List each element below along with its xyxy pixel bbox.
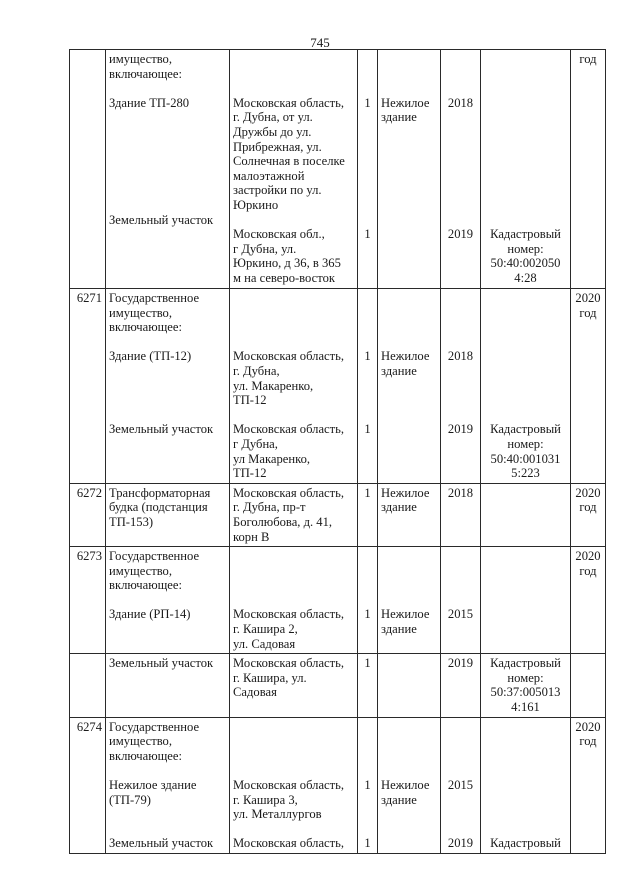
purpose-cell: Нежилое здание (378, 483, 441, 546)
quantity-cell: 1 (358, 483, 378, 546)
property-name-cell: Трансформаторная будка (подстанция ТП-153) (106, 483, 230, 546)
property-name-cell: Государственное имущество, включающее: Здание (РП-14) (106, 547, 230, 654)
quantity-cell: 1 (358, 654, 378, 717)
address-cell: Московская область, г. Кашира 3, ул. Металлургов Московская область, (230, 717, 358, 853)
table-row (70, 50, 606, 289)
table-row (70, 654, 606, 717)
purpose-cell: Нежилое здание (378, 50, 441, 289)
record-number-cell (70, 50, 106, 289)
page-number: 745 (310, 35, 330, 50)
table-row (70, 483, 606, 546)
address-cell: Московская область, г. Дубна, пр-т Боголюбова, д. 41, корн В (230, 483, 358, 546)
cadastral-number-cell (481, 547, 571, 654)
purpose-cell: Нежилое здание (378, 289, 441, 484)
address-cell: Московская область, г. Дубна, от ул. Дружбы до ул. Прибрежная, ул. Солнечная в поселке малоэтажной застройки по ул. Юркино Московская обл., г Дубна, ул. Юркино, д 36, в 365 м на северо-восток (230, 50, 358, 289)
registration-year-cell: 2020 год (571, 717, 606, 853)
cadastral-number-cell: Кадастровый номер: 50:40:001031 5:223 (481, 289, 571, 484)
record-number-cell: 6271 (70, 289, 106, 484)
address-cell: Московская область, г. Кашира 2, ул. Садовая (230, 547, 358, 654)
purpose-cell (378, 654, 441, 717)
cadastral-number-cell: Кадастровый (481, 717, 571, 853)
registry-body (70, 50, 606, 854)
property-name-cell: имущество, включающее: Здание ТП-280 Земельный участок (106, 50, 230, 289)
registration-year-cell: 2020 год (571, 483, 606, 546)
cadastral-number-cell: Кадастровый номер: 50:37:005013 4:161 (481, 654, 571, 717)
year-cell: 2018 2019 (441, 289, 481, 484)
address-cell: Московская область, г. Кашира, ул. Садовая (230, 654, 358, 717)
year-cell: 2018 2019 (441, 50, 481, 289)
table-row (70, 547, 606, 654)
year-cell: 2015 2019 (441, 717, 481, 853)
property-registry-table (69, 49, 606, 854)
purpose-cell: Нежилое здание (378, 717, 441, 853)
year-cell: 2015 (441, 547, 481, 654)
address-cell: Московская область, г. Дубна, ул. Макаренко, ТП-12 Московская область, г Дубна, ул Макаренко, ТП-12 (230, 289, 358, 484)
quantity-cell: 1 1 (358, 717, 378, 853)
record-number-cell: 6273 (70, 547, 106, 654)
quantity-cell: 1 1 (358, 50, 378, 289)
table-row (70, 717, 606, 853)
registration-year-cell: 2020 год (571, 289, 606, 484)
record-number-cell: 6274 (70, 717, 106, 853)
property-name-cell: Земельный участок (106, 654, 230, 717)
record-number-cell (70, 654, 106, 717)
year-cell: 2019 (441, 654, 481, 717)
quantity-cell: 1 1 (358, 289, 378, 484)
quantity-cell: 1 (358, 547, 378, 654)
cadastral-number-cell (481, 483, 571, 546)
cadastral-number-cell: Кадастровый номер: 50:40:002050 4:28 (481, 50, 571, 289)
table-row (70, 289, 606, 484)
record-number-cell: 6272 (70, 483, 106, 546)
registration-year-cell (571, 654, 606, 717)
registration-year-cell: год (571, 50, 606, 289)
property-name-cell: Государственное имущество, включающее: Нежилое здание (ТП-79) Земельный участок (106, 717, 230, 853)
registration-year-cell: 2020 год (571, 547, 606, 654)
purpose-cell: Нежилое здание (378, 547, 441, 654)
property-name-cell: Государственное имущество, включающее: Здание (ТП-12) Земельный участок (106, 289, 230, 484)
year-cell: 2018 (441, 483, 481, 546)
